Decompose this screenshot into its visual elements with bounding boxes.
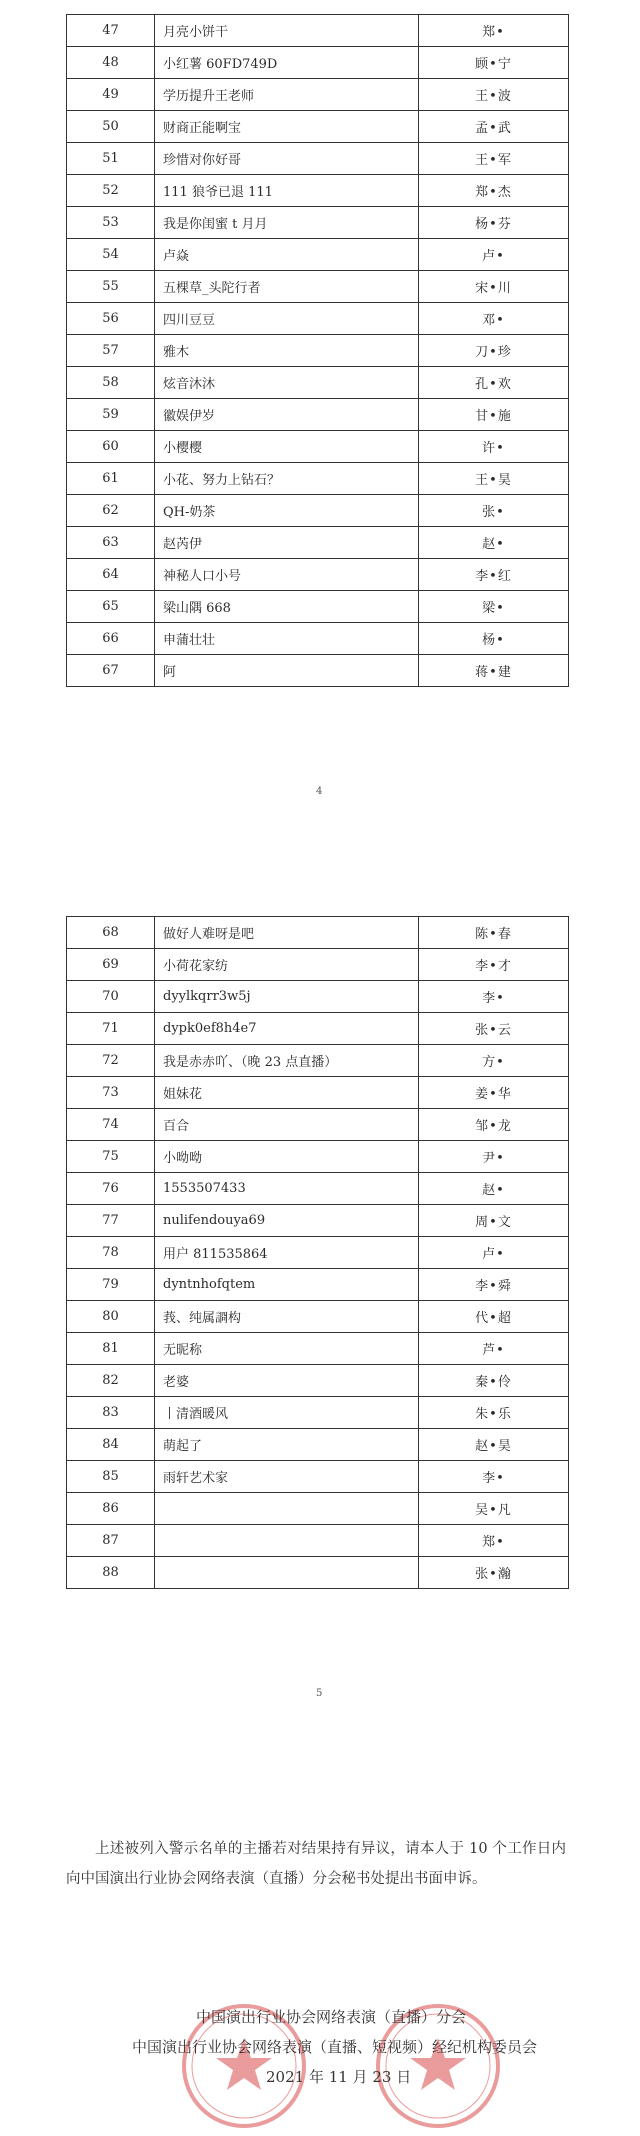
anchor-name: 李•红 [419,559,569,591]
livestream-account-name: 小呦呦 [155,1141,419,1173]
row-number: 48 [67,47,155,79]
anchor-name: 赵• [419,527,569,559]
anchor-name: 张• [419,495,569,527]
table-row [67,239,569,271]
table-row [67,1013,569,1045]
row-number: 83 [67,1397,155,1429]
row-number: 71 [67,1013,155,1045]
signature-date: 2021 年 11 月 23 日 [266,2068,412,2086]
row-number: 68 [67,917,155,949]
anchor-name: 姜•华 [419,1077,569,1109]
table-row [67,1397,569,1429]
anchor-name: 朱•乐 [419,1397,569,1429]
row-number: 79 [67,1269,155,1301]
anchor-name: 赵•昊 [419,1429,569,1461]
table-row [67,1333,569,1365]
table-row [67,463,569,495]
table-row [67,591,569,623]
anchor-name: 孔•欢 [419,367,569,399]
livestream-account-name: 我是你闺蜜 t 月月 [155,207,419,239]
livestream-account-name: 五棵草_头陀行者 [155,271,419,303]
row-number: 80 [67,1301,155,1333]
table-row [67,1301,569,1333]
anchor-name: 赵• [419,1173,569,1205]
page-number: 4 [316,786,323,797]
table-row [67,15,569,47]
row-number: 56 [67,303,155,335]
anchor-name: 李• [419,981,569,1013]
appeal-notice: 上述被列入警示名单的主播若对结果持有异议，请本人于 10 个工作日内向中国演出行业协会网络表演（直播）分会秘书处提出书面申诉。 [66,1841,566,1887]
row-number: 70 [67,981,155,1013]
anchor-name: 邹•龙 [419,1109,569,1141]
row-number: 81 [67,1333,155,1365]
livestream-account-name: 百合 [155,1109,419,1141]
row-number: 51 [67,143,155,175]
row-number: 54 [67,239,155,271]
row-number: 53 [67,207,155,239]
livestream-account-name [155,1525,419,1557]
table-row [67,111,569,143]
anchor-name: 方• [419,1045,569,1077]
livestream-account-name: dyylkqrr3w5j [155,981,419,1013]
table-row [67,623,569,655]
row-number: 66 [67,623,155,655]
row-number: 82 [67,1365,155,1397]
table-row [67,303,569,335]
livestream-account-name: 小荷花家纺 [155,949,419,981]
table-row [67,431,569,463]
livestream-account-name: 雨轩艺术家 [155,1461,419,1493]
table-row [67,1525,569,1557]
anchor-name: 吴•凡 [419,1493,569,1525]
livestream-account-name: 雅木 [155,335,419,367]
row-number: 69 [67,949,155,981]
row-number: 86 [67,1493,155,1525]
row-number: 77 [67,1205,155,1237]
row-number: 84 [67,1429,155,1461]
table-row [67,1141,569,1173]
livestream-account-name: 萌起了 [155,1429,419,1461]
row-number: 87 [67,1525,155,1557]
livestream-account-name: 丨清酒暖风 [155,1397,419,1429]
livestream-account-name: 我是赤赤吖、（晚 23 点直播） [155,1045,419,1077]
table-row [67,527,569,559]
livestream-account-name: 小红薯 60FD749D [155,47,419,79]
row-number: 57 [67,335,155,367]
livestream-account-name: 阿 [155,655,419,687]
livestream-account-name: 炫音沐沐 [155,367,419,399]
signature-line-committee: 中国演出行业协会网络表演（直播、短视频）经纪机构委员会 [132,2038,538,2056]
table-row [67,335,569,367]
anchor-name: 周•文 [419,1205,569,1237]
row-number: 62 [67,495,155,527]
anchor-name: 许• [419,431,569,463]
row-number: 85 [67,1461,155,1493]
table-row [67,1429,569,1461]
livestream-account-name: 卢焱 [155,239,419,271]
table-row [67,559,569,591]
table-row [67,1461,569,1493]
row-number: 72 [67,1045,155,1077]
table-row [67,495,569,527]
row-number: 78 [67,1237,155,1269]
livestream-account-name [155,1557,419,1589]
row-number: 50 [67,111,155,143]
row-number: 49 [67,79,155,111]
anchor-name: 杨• [419,623,569,655]
livestream-account-name: dyntnhofqtem [155,1269,419,1301]
anchor-name: 卢• [419,239,569,271]
row-number: 63 [67,527,155,559]
livestream-account-name: 梁山隅 668 [155,591,419,623]
table-row [67,1077,569,1109]
anchor-name: 郑•杰 [419,175,569,207]
livestream-account-name: 月亮小饼干 [155,15,419,47]
livestream-account-name: 学历提升王老师 [155,79,419,111]
row-number: 61 [67,463,155,495]
table-row [67,1173,569,1205]
livestream-account-name: 四川豆豆 [155,303,419,335]
page-number: 5 [316,1688,323,1699]
table-row [67,1045,569,1077]
table-row [67,1237,569,1269]
table-row [67,399,569,431]
roster-table-page-5 [66,916,569,1589]
livestream-account-name: 申蒲壮壮 [155,623,419,655]
row-number: 74 [67,1109,155,1141]
livestream-account-name: 财商正能啊宝 [155,111,419,143]
anchor-name: 郑• [419,15,569,47]
livestream-account-name: 111 狼爷已退 111 [155,175,419,207]
anchor-name: 王•昊 [419,463,569,495]
row-number: 47 [67,15,155,47]
row-number: 67 [67,655,155,687]
livestream-account-name: 莪、纯属𧨝构 [155,1301,419,1333]
table-row [67,175,569,207]
anchor-name: 杨•芬 [419,207,569,239]
livestream-account-name [155,1493,419,1525]
anchor-name: 卢• [419,1237,569,1269]
livestream-account-name: 做好人难呀是吧 [155,917,419,949]
livestream-account-name: 徽娱伊岁 [155,399,419,431]
row-number: 58 [67,367,155,399]
anchor-name: 顾•宁 [419,47,569,79]
table-row [67,949,569,981]
anchor-name: 蒋•建 [419,655,569,687]
livestream-account-name: 老婆 [155,1365,419,1397]
table-row [67,917,569,949]
livestream-account-name: 1553507433 [155,1173,419,1205]
row-number: 60 [67,431,155,463]
anchor-name: 孟•武 [419,111,569,143]
anchor-name: 芦• [419,1333,569,1365]
table-row [67,1109,569,1141]
livestream-account-name: 赵芮伊 [155,527,419,559]
anchor-name: 梁• [419,591,569,623]
livestream-account-name: 用户 811535864 [155,1237,419,1269]
roster-table-body [67,15,569,687]
signature-line-branch: 中国演出行业协会网络表演（直播）分会 [196,2008,467,2026]
anchor-name: 王•波 [419,79,569,111]
table-row [67,47,569,79]
anchor-name: 秦•伶 [419,1365,569,1397]
table-row [67,79,569,111]
anchor-name: 陈•春 [419,917,569,949]
livestream-account-name: 小樱樱 [155,431,419,463]
livestream-account-name: dypk0ef8h4e7 [155,1013,419,1045]
anchor-name: 甘•施 [419,399,569,431]
row-number: 52 [67,175,155,207]
table-row [67,207,569,239]
anchor-name: 李• [419,1461,569,1493]
anchor-name: 刀•珍 [419,335,569,367]
livestream-account-name: nulifendouya69 [155,1205,419,1237]
anchor-name: 张•瀚 [419,1557,569,1589]
anchor-name: 李•才 [419,949,569,981]
roster-table-page-4 [66,14,569,687]
row-number: 75 [67,1141,155,1173]
anchor-name: 王•军 [419,143,569,175]
anchor-name: 宋•川 [419,271,569,303]
row-number: 55 [67,271,155,303]
table-row [67,1205,569,1237]
anchor-name: 尹• [419,1141,569,1173]
row-number: 65 [67,591,155,623]
livestream-account-name: 珍惜对你好哥 [155,143,419,175]
table-row [67,367,569,399]
anchor-name: 邓• [419,303,569,335]
livestream-account-name: 姐妹花 [155,1077,419,1109]
livestream-account-name: 神秘人口小号 [155,559,419,591]
row-number: 73 [67,1077,155,1109]
roster-table-body [67,917,569,1589]
livestream-account-name: 无昵称 [155,1333,419,1365]
row-number: 64 [67,559,155,591]
table-row [67,981,569,1013]
table-row [67,271,569,303]
table-row [67,655,569,687]
row-number: 59 [67,399,155,431]
anchor-name: 李•舜 [419,1269,569,1301]
table-row [67,1269,569,1301]
anchor-name: 郑• [419,1525,569,1557]
row-number: 88 [67,1557,155,1589]
table-row [67,1493,569,1525]
row-number: 76 [67,1173,155,1205]
table-row [67,143,569,175]
livestream-account-name: 小花、努力上钻石？ [155,463,419,495]
livestream-account-name: QH-奶茶 [155,495,419,527]
anchor-name: 张•云 [419,1013,569,1045]
anchor-name: 代•超 [419,1301,569,1333]
table-row [67,1365,569,1397]
table-row [67,1557,569,1589]
